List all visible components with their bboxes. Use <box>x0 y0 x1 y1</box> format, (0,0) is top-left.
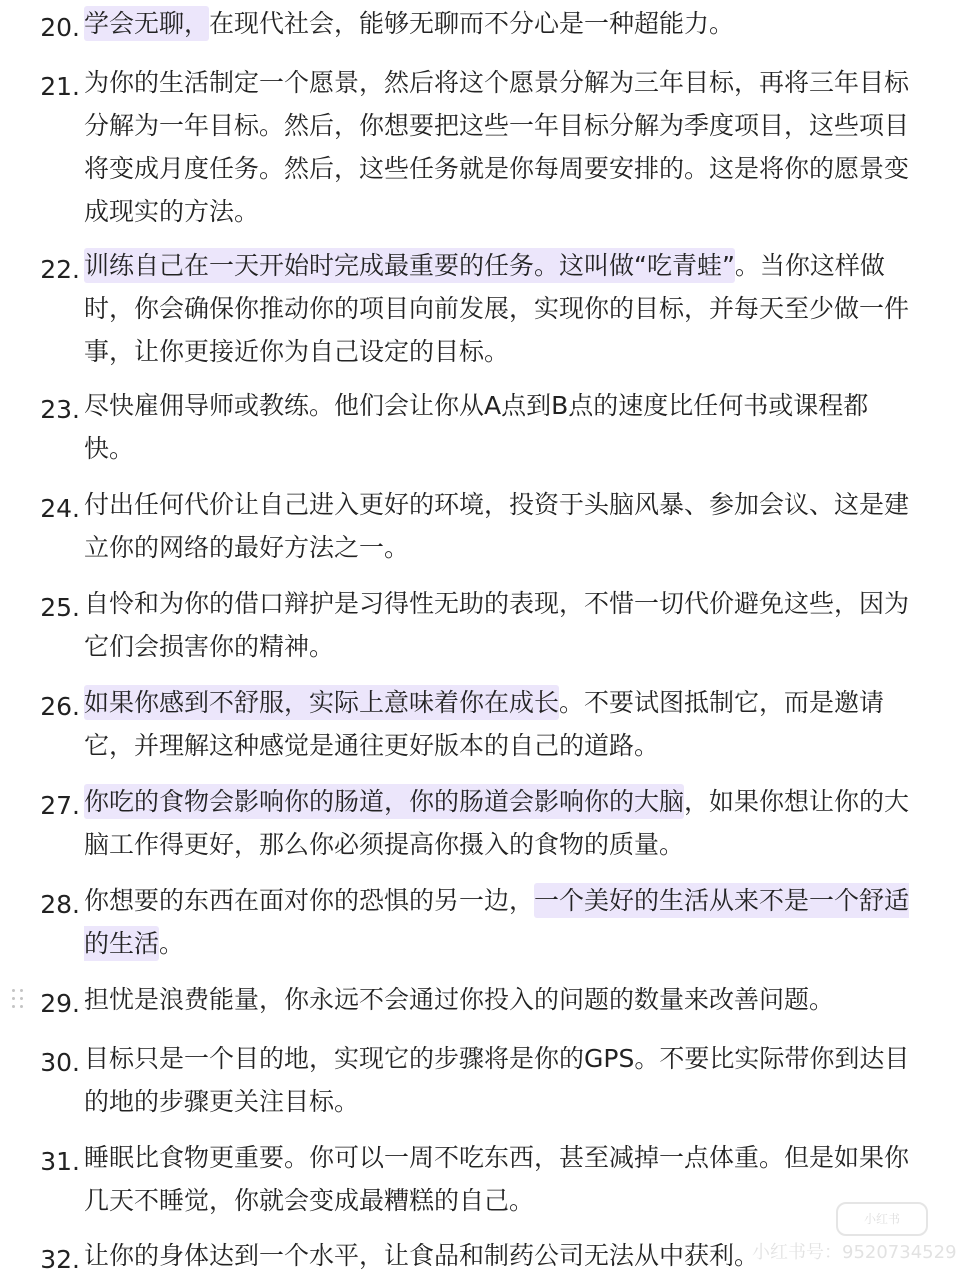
item-text <box>84 780 910 866</box>
item-number: 24. <box>40 494 80 523</box>
item-number: 29. <box>40 989 80 1018</box>
watermark-id: 小红书号：9520734529 <box>752 1242 957 1263</box>
item-text-segment: 尽快雇佣导师或教练。他们会让你从A点到B点的速度比任何书或课程都快。 <box>84 391 869 463</box>
item-number: 30. <box>40 1048 80 1077</box>
item-text-segment: 目标只是一个目的地，实现它的步骤将是你的GPS。不要比实际带你到达目的地的步骤更关注目标。 <box>84 1044 910 1116</box>
item-number: 20. <box>40 13 80 42</box>
item-text-segment: 让你的身体达到一个水平，让食品和制药公司无法从中获利。 <box>84 1241 760 1270</box>
item-text-segment: 。当你这样做时，你会确保你推动你的项目向前发展，实现你的目标，并每天至少做一件事，让你更接近你为自己设定的目标。 <box>84 251 910 366</box>
item-text <box>84 582 910 668</box>
item-text-segment: 睡眠比食物更重要。你可以一周不吃东西，甚至减掉一点体重。但是如果你几天不睡觉，你就会变成最糟糕的自己。 <box>84 1143 910 1215</box>
item-number: 27. <box>40 791 80 820</box>
item-text <box>84 2 910 45</box>
item-number: 22. <box>40 255 80 284</box>
highlighted-text: 如果你感到不舒服，实际上意味着你在成长 <box>84 685 559 720</box>
item-text <box>84 879 910 965</box>
item-number: 21. <box>40 72 80 101</box>
item-number: 31. <box>40 1147 80 1176</box>
item-text-segment: ，如果你想让你的大脑工作得更好，那么你必须提高你摄入的食物的质量。 <box>84 787 910 859</box>
item-number: 25. <box>40 593 80 622</box>
item-text-segment: 担忧是浪费能量，你永远不会通过你投入的问题的数量来改善问题。 <box>84 985 835 1014</box>
highlighted-text: 训练自己在一天开始时完成最重要的任务。这叫做“吃青蛙” <box>84 248 735 283</box>
item-text <box>84 384 910 470</box>
item-text-segment: 付出任何代价让自己进入更好的环境，投资于头脑风暴、参加会议、这是建立你的网络的最好方法之一。 <box>84 490 910 562</box>
item-text <box>84 681 910 767</box>
highlighted-text: 学会无聊， <box>84 6 209 41</box>
item-number: 26. <box>40 692 80 721</box>
item-text-segment: 你想要的东西在面对你的恐惧的另一边， <box>84 886 535 915</box>
item-text-segment: 在现代社会，能够无聊而不分心是一种超能力。 <box>209 9 735 38</box>
item-text <box>84 978 910 1021</box>
item-text <box>84 1136 910 1222</box>
item-number: 28. <box>40 890 80 919</box>
item-text-segment: 为你的生活制定一个愿景，然后将这个愿景分解为三年目标，再将三年目标分解为一年目标。然后，你想要把这些一年目标分解为季度项目，这些项目将变成月度任务。然后，这些任务就是你每周要安排的。这是将你的愿景变成现实的方法。 <box>84 68 910 226</box>
item-text <box>84 61 910 233</box>
highlighted-text: 一个美好的生活从来不是一个舒适的生活 <box>84 883 909 961</box>
item-text <box>84 244 910 373</box>
item-text-segment: 。不要试图抵制它，而是邀请它，并理解这种感觉是通往更好版本的自己的道路。 <box>84 688 885 760</box>
item-text <box>84 483 910 569</box>
highlighted-text: 你吃的食物会影响你的肠道，你的肠道会影响你的大脑 <box>84 784 684 819</box>
item-text-segment: 。 <box>159 929 185 958</box>
watermark-logo: 小红书 <box>836 1202 928 1236</box>
item-number: 32. <box>40 1245 80 1274</box>
item-number: 23. <box>40 395 80 424</box>
item-text <box>84 1037 910 1123</box>
item-text-segment: 自怜和为你的借口辩护是习得性无助的表现，不惜一切代价避免这些，因为它们会损害你的精神。 <box>84 589 910 661</box>
